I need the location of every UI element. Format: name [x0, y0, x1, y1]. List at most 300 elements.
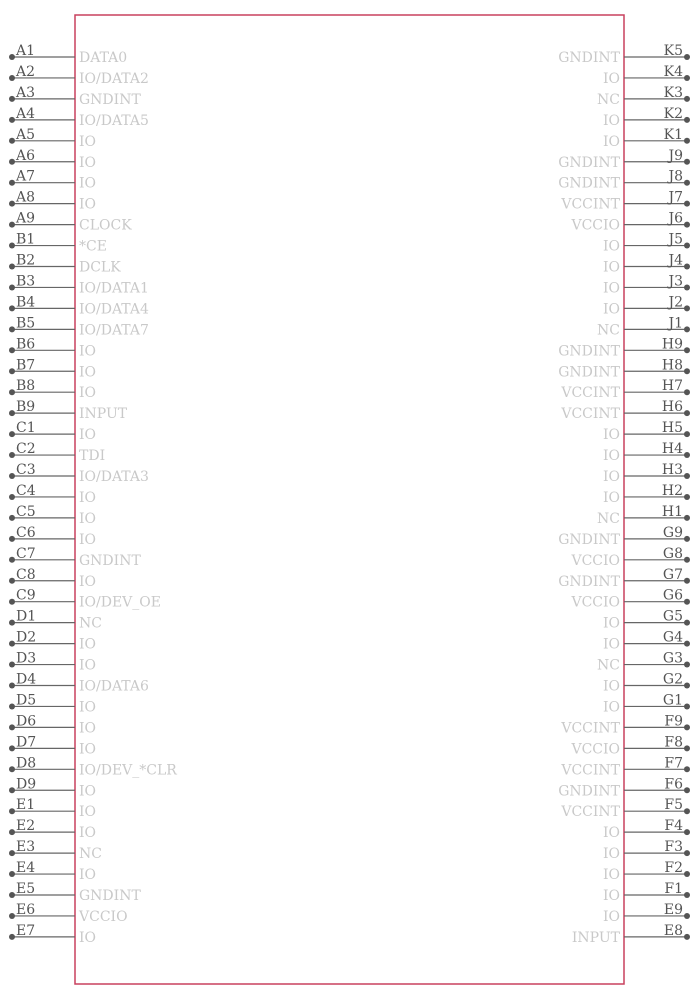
- pin-terminal-dot: [684, 117, 690, 123]
- pin-terminal-dot: [9, 201, 15, 207]
- pin-number: J4: [668, 252, 683, 269]
- pin-terminal-dot: [684, 745, 690, 751]
- pin-number: E9: [663, 901, 683, 918]
- pin-name: IO: [79, 867, 97, 884]
- pin-number: H6: [661, 399, 683, 416]
- right-pin-j1: [597, 315, 690, 338]
- right-pin-f3: [603, 839, 690, 862]
- pin-terminal-dot: [9, 724, 15, 730]
- pin-terminal-dot: [684, 934, 690, 940]
- pin-number: G1: [662, 692, 683, 709]
- pin-name: IO: [602, 489, 620, 506]
- pin-name: IO: [79, 154, 97, 171]
- pin-number: D1: [16, 608, 37, 625]
- pin-number: C2: [16, 441, 36, 458]
- left-pin-d1: [9, 609, 102, 632]
- pin-terminal-dot: [9, 515, 15, 521]
- pin-terminal-dot: [684, 871, 690, 877]
- pin-name: IO: [602, 867, 620, 884]
- left-pin-d5: [9, 692, 96, 715]
- pin-name: IO: [79, 929, 97, 946]
- pin-name: GNDINT: [79, 552, 141, 569]
- right-pin-e8: [572, 923, 690, 946]
- pin-terminal-dot: [684, 494, 690, 500]
- pin-number: F6: [664, 776, 683, 793]
- pin-name: IO/DATA6: [79, 678, 149, 695]
- pin-number: K4: [663, 63, 683, 80]
- right-pin-h5: [603, 420, 690, 443]
- left-pin-c6: [9, 525, 96, 548]
- pin-name: IO: [602, 70, 620, 87]
- left-pin-c9: [9, 588, 161, 611]
- right-pin-f8: [570, 734, 690, 757]
- pin-number: J2: [668, 294, 683, 311]
- pin-terminal-dot: [684, 222, 690, 228]
- left-pin-a9: [9, 211, 132, 234]
- pin-number: E8: [663, 922, 683, 939]
- left-pin-a1: [9, 43, 127, 66]
- pin-name: IO: [79, 741, 97, 758]
- pin-name: IO: [79, 510, 97, 527]
- pin-number: K1: [663, 126, 683, 143]
- left-pin-c8: [9, 567, 96, 590]
- pin-terminal-dot: [684, 75, 690, 81]
- left-pin-d7: [9, 734, 96, 757]
- left-pin-a6: [9, 148, 96, 171]
- pin-name: IO: [602, 846, 620, 863]
- pin-name: DCLK: [79, 259, 121, 276]
- pin-terminal-dot: [684, 264, 690, 270]
- pin-terminal-dot: [9, 180, 15, 186]
- pin-name: IO: [79, 804, 97, 821]
- pin-name: GNDINT: [558, 50, 620, 66]
- left-pin-group: [9, 43, 177, 946]
- pin-name: IO/DEV_*CLR: [79, 762, 177, 779]
- pin-number: A6: [16, 147, 36, 164]
- pin-name: VCCINT: [561, 720, 620, 737]
- pin-number: D6: [16, 713, 37, 730]
- pin-name: IO: [79, 133, 97, 150]
- pin-number: E7: [16, 922, 36, 939]
- pin-terminal-dot: [9, 662, 15, 668]
- pin-terminal-dot: [9, 284, 15, 290]
- pin-name: IO: [79, 343, 97, 360]
- pin-terminal-dot: [9, 934, 15, 940]
- pin-terminal-dot: [9, 871, 15, 877]
- pin-name: VCCINT: [561, 804, 620, 821]
- right-pin-h3: [603, 462, 690, 485]
- pin-terminal-dot: [684, 159, 690, 165]
- pin-name: IO: [79, 489, 97, 506]
- pin-name: IO: [602, 448, 620, 465]
- pin-number: E3: [16, 839, 36, 856]
- pin-number: B2: [16, 252, 36, 269]
- pin-terminal-dot: [9, 431, 15, 437]
- left-pin-e2: [9, 818, 96, 841]
- pin-terminal-dot: [9, 389, 15, 395]
- pin-number: H1: [661, 503, 683, 520]
- pin-terminal-dot: [684, 410, 690, 416]
- pin-terminal-dot: [684, 578, 690, 584]
- pin-number: C8: [16, 566, 36, 583]
- right-pin-j5: [603, 232, 690, 255]
- pin-number: H2: [661, 482, 683, 499]
- pin-name: IO/DATA4: [79, 301, 149, 318]
- pin-number: B3: [16, 273, 36, 290]
- pin-name: GNDINT: [558, 573, 620, 590]
- pin-name: IO: [79, 783, 97, 800]
- pin-name: IO: [602, 238, 620, 255]
- right-pin-f2: [603, 860, 690, 883]
- pin-number: F5: [664, 797, 683, 814]
- pin-name: IO: [602, 908, 620, 925]
- pin-number: D3: [16, 650, 37, 667]
- right-pin-k1: [603, 127, 690, 150]
- pin-number: G5: [662, 608, 683, 625]
- pin-number: B7: [16, 357, 36, 374]
- pin-terminal-dot: [684, 180, 690, 186]
- left-pin-d9: [9, 776, 96, 799]
- pin-terminal-dot: [684, 641, 690, 647]
- pin-terminal-dot: [684, 536, 690, 542]
- left-pin-d6: [9, 713, 96, 736]
- pin-name: IO: [602, 301, 620, 318]
- pin-terminal-dot: [684, 683, 690, 689]
- pin-terminal-dot: [9, 326, 15, 332]
- pin-number: A3: [16, 84, 36, 101]
- pin-terminal-dot: [684, 913, 690, 919]
- pin-terminal-dot: [9, 138, 15, 144]
- pin-number: D8: [16, 755, 37, 772]
- pin-number: A7: [16, 168, 36, 185]
- pin-terminal-dot: [9, 75, 15, 81]
- pin-terminal-dot: [9, 599, 15, 605]
- right-pin-g5: [603, 609, 690, 632]
- pin-terminal-dot: [684, 703, 690, 709]
- pin-terminal-dot: [9, 620, 15, 626]
- right-pin-f9: [560, 713, 690, 736]
- pin-terminal-dot: [684, 892, 690, 898]
- pin-number: B6: [16, 336, 36, 353]
- pin-terminal-dot: [684, 829, 690, 835]
- pin-name: IO/DATA5: [79, 112, 149, 129]
- pin-name: IO: [79, 657, 97, 674]
- right-pin-j7: [560, 190, 690, 213]
- pin-name: NC: [79, 615, 102, 632]
- pin-number: H3: [661, 462, 683, 478]
- pin-terminal-dot: [9, 641, 15, 647]
- pin-terminal-dot: [9, 745, 15, 751]
- pin-terminal-dot: [684, 662, 690, 668]
- pin-number: F3: [664, 839, 683, 856]
- pin-terminal-dot: [9, 557, 15, 563]
- left-pin-d4: [9, 672, 149, 695]
- pin-name: IO: [79, 825, 97, 842]
- pin-name: VCCINT: [561, 196, 620, 213]
- pin-name: VCCINT: [561, 762, 620, 779]
- left-pin-a7: [9, 169, 96, 192]
- pin-name: IO: [602, 133, 620, 150]
- pin-name: IO: [79, 573, 97, 590]
- pin-number: F4: [664, 818, 683, 835]
- pin-name: IO: [602, 615, 620, 632]
- right-pin-h1: [597, 504, 690, 527]
- right-pin-j2: [603, 294, 690, 317]
- pin-name: IO: [602, 427, 620, 444]
- right-pin-h4: [603, 441, 690, 464]
- right-pin-h7: [560, 378, 690, 401]
- pin-number: K3: [663, 84, 683, 101]
- pin-name: IO: [602, 825, 620, 842]
- pin-name: IO: [602, 636, 620, 653]
- right-pin-g8: [570, 546, 690, 569]
- left-pin-c2: [9, 441, 105, 464]
- pin-name: INPUT: [571, 929, 620, 946]
- pin-number: F9: [664, 713, 683, 730]
- pin-terminal-dot: [9, 473, 15, 479]
- pin-name: IO: [79, 427, 97, 444]
- right-pin-g1: [603, 692, 690, 715]
- pin-name: IO: [602, 699, 620, 716]
- pin-number: D5: [16, 692, 37, 709]
- pin-number: J7: [668, 189, 683, 206]
- pin-terminal-dot: [9, 452, 15, 458]
- pin-name: IO: [79, 720, 97, 737]
- right-pin-h6: [560, 399, 690, 422]
- pin-name: IO/DATA2: [79, 70, 149, 87]
- pin-name: GNDINT: [558, 343, 620, 360]
- left-pin-b5: [9, 315, 149, 338]
- left-pin-e3: [9, 839, 102, 862]
- pin-number: A1: [16, 43, 36, 59]
- pin-number: F1: [664, 881, 683, 897]
- right-pin-j6: [570, 211, 690, 234]
- pin-terminal-dot: [9, 305, 15, 311]
- pin-number: J1: [668, 315, 683, 332]
- pin-terminal-dot: [9, 222, 15, 228]
- left-pin-a5: [9, 127, 96, 150]
- pin-number: J5: [668, 231, 683, 248]
- pin-terminal-dot: [9, 159, 15, 165]
- pin-number: A4: [16, 105, 36, 122]
- pin-number: F7: [664, 755, 683, 772]
- pin-name: TDI: [79, 448, 106, 465]
- left-pin-b3: [9, 273, 149, 296]
- left-pin-d2: [9, 630, 96, 653]
- pin-name: IO: [79, 636, 97, 653]
- left-pin-a4: [9, 106, 149, 129]
- pin-terminal-dot: [684, 599, 690, 605]
- left-pin-b2: [9, 253, 121, 276]
- pin-number: E5: [16, 881, 36, 897]
- pin-terminal-dot: [9, 703, 15, 709]
- left-pin-b8: [9, 378, 96, 401]
- pin-terminal-dot: [684, 808, 690, 814]
- pin-number: D9: [16, 776, 37, 793]
- right-pin-k4: [603, 64, 690, 87]
- pin-terminal-dot: [9, 766, 15, 772]
- pin-name: IO/DATA3: [79, 469, 149, 485]
- pin-number: A8: [16, 189, 36, 206]
- left-pin-b4: [9, 294, 149, 317]
- pin-number: D7: [16, 734, 37, 751]
- pin-number: C4: [16, 482, 36, 499]
- pin-name: VCCIO: [571, 217, 620, 234]
- left-pin-d3: [9, 651, 96, 674]
- pin-name: VCCIO: [571, 594, 620, 611]
- left-pin-c1: [9, 420, 96, 443]
- pin-name: GNDINT: [79, 888, 141, 904]
- pin-terminal-dot: [684, 284, 690, 290]
- right-pin-f5: [560, 797, 690, 820]
- pin-terminal-dot: [684, 620, 690, 626]
- pin-name: IO/DATA1: [79, 280, 149, 297]
- pin-number: F2: [664, 860, 683, 877]
- left-pin-c3: [9, 462, 149, 485]
- pin-terminal-dot: [9, 787, 15, 793]
- pin-name: VCCIO: [571, 741, 620, 758]
- pin-name: CLOCK: [79, 217, 132, 234]
- right-pin-j3: [603, 273, 690, 296]
- right-pin-h2: [603, 483, 690, 506]
- pin-terminal-dot: [9, 54, 15, 60]
- pin-terminal-dot: [684, 452, 690, 458]
- pin-number: J3: [668, 273, 683, 290]
- pin-name: NC: [597, 91, 620, 108]
- right-pin-j4: [603, 253, 690, 276]
- right-pin-g3: [597, 651, 690, 674]
- right-pin-k2: [603, 106, 690, 129]
- pin-number: B1: [16, 231, 36, 248]
- left-pin-c4: [9, 483, 96, 506]
- pin-terminal-dot: [9, 829, 15, 835]
- pin-terminal-dot: [9, 808, 15, 814]
- pin-number: H8: [661, 357, 683, 374]
- pin-number: J8: [668, 168, 683, 185]
- left-pin-b9: [9, 399, 128, 422]
- pin-number: B8: [16, 378, 36, 395]
- pin-number: E6: [16, 901, 36, 918]
- right-pin-f1: [603, 881, 690, 904]
- pin-terminal-dot: [684, 243, 690, 249]
- pin-name: IO: [79, 385, 97, 402]
- pin-terminal-dot: [684, 431, 690, 437]
- pin-number: J9: [668, 147, 683, 164]
- pin-terminal-dot: [9, 410, 15, 416]
- pin-terminal-dot: [684, 138, 690, 144]
- pin-name: IO: [79, 531, 97, 548]
- right-pin-g6: [570, 588, 690, 611]
- pin-name: GNDINT: [79, 91, 141, 108]
- pin-number: E4: [16, 860, 36, 877]
- pin-name: DATA0: [79, 50, 128, 66]
- pin-number: G2: [662, 671, 683, 688]
- pin-name: GNDINT: [558, 175, 620, 192]
- pin-number: H4: [661, 441, 683, 458]
- pin-number: B9: [16, 399, 36, 416]
- pin-number: G4: [662, 629, 683, 646]
- pin-number: G9: [662, 524, 683, 541]
- pin-name: VCCINT: [561, 406, 620, 423]
- pin-terminal-dot: [684, 787, 690, 793]
- left-pin-e6: [9, 902, 128, 925]
- right-pin-e9: [603, 902, 690, 925]
- pin-name: GNDINT: [558, 154, 620, 171]
- pin-terminal-dot: [684, 473, 690, 479]
- pin-name: NC: [79, 846, 102, 863]
- pin-number: G3: [662, 650, 683, 667]
- pin-terminal-dot: [9, 117, 15, 123]
- pin-number: G7: [662, 566, 683, 583]
- pin-number: G8: [662, 545, 683, 562]
- left-pin-a2: [9, 64, 149, 87]
- pin-number: C9: [16, 587, 36, 604]
- pin-terminal-dot: [9, 536, 15, 542]
- pin-terminal-dot: [684, 557, 690, 563]
- pin-terminal-dot: [684, 305, 690, 311]
- pin-name: IO: [602, 469, 620, 485]
- pin-terminal-dot: [684, 850, 690, 856]
- pin-number: C1: [16, 420, 36, 437]
- left-pin-e4: [9, 860, 96, 883]
- pin-terminal-dot: [9, 892, 15, 898]
- pin-name: VCCINT: [561, 385, 620, 402]
- pin-name: IO: [79, 699, 97, 716]
- pin-name: IO: [79, 175, 97, 192]
- pin-name: IO/DEV_OE: [79, 594, 161, 611]
- pin-number: A2: [16, 63, 36, 80]
- pin-number: H5: [661, 420, 683, 437]
- pin-terminal-dot: [9, 913, 15, 919]
- pin-name: IO: [602, 280, 620, 297]
- pin-terminal-dot: [684, 201, 690, 207]
- pin-name: GNDINT: [558, 364, 620, 381]
- pin-name: NC: [597, 657, 620, 674]
- pin-name: GNDINT: [558, 531, 620, 548]
- right-pin-g4: [603, 630, 690, 653]
- left-pin-e1: [9, 797, 96, 820]
- pin-number: D2: [16, 629, 37, 646]
- pin-terminal-dot: [684, 96, 690, 102]
- pin-name: INPUT: [79, 406, 128, 423]
- pin-number: C6: [16, 524, 36, 541]
- pin-number: H9: [661, 336, 683, 353]
- pin-terminal-dot: [9, 683, 15, 689]
- pin-terminal-dot: [684, 515, 690, 521]
- pin-name: IO: [79, 196, 97, 213]
- pin-name: NC: [597, 322, 620, 339]
- pin-number: A5: [16, 126, 36, 143]
- pin-name: IO/DATA7: [79, 322, 149, 339]
- left-pin-e7: [9, 923, 96, 946]
- pin-number: J6: [668, 210, 683, 227]
- pin-number: E2: [16, 818, 36, 835]
- pin-terminal-dot: [9, 347, 15, 353]
- pin-number: F8: [664, 734, 683, 751]
- pin-terminal-dot: [9, 96, 15, 102]
- right-pin-g2: [603, 672, 690, 695]
- pin-number: C3: [16, 462, 36, 478]
- left-pin-b7: [9, 357, 96, 380]
- pin-number: E1: [16, 797, 36, 814]
- pin-number: C5: [16, 503, 36, 520]
- pin-number: K2: [663, 105, 683, 122]
- pin-number: B5: [16, 315, 36, 332]
- pin-terminal-dot: [684, 389, 690, 395]
- left-pin-a8: [9, 190, 96, 213]
- pin-terminal-dot: [9, 494, 15, 500]
- pin-number: K5: [663, 43, 683, 59]
